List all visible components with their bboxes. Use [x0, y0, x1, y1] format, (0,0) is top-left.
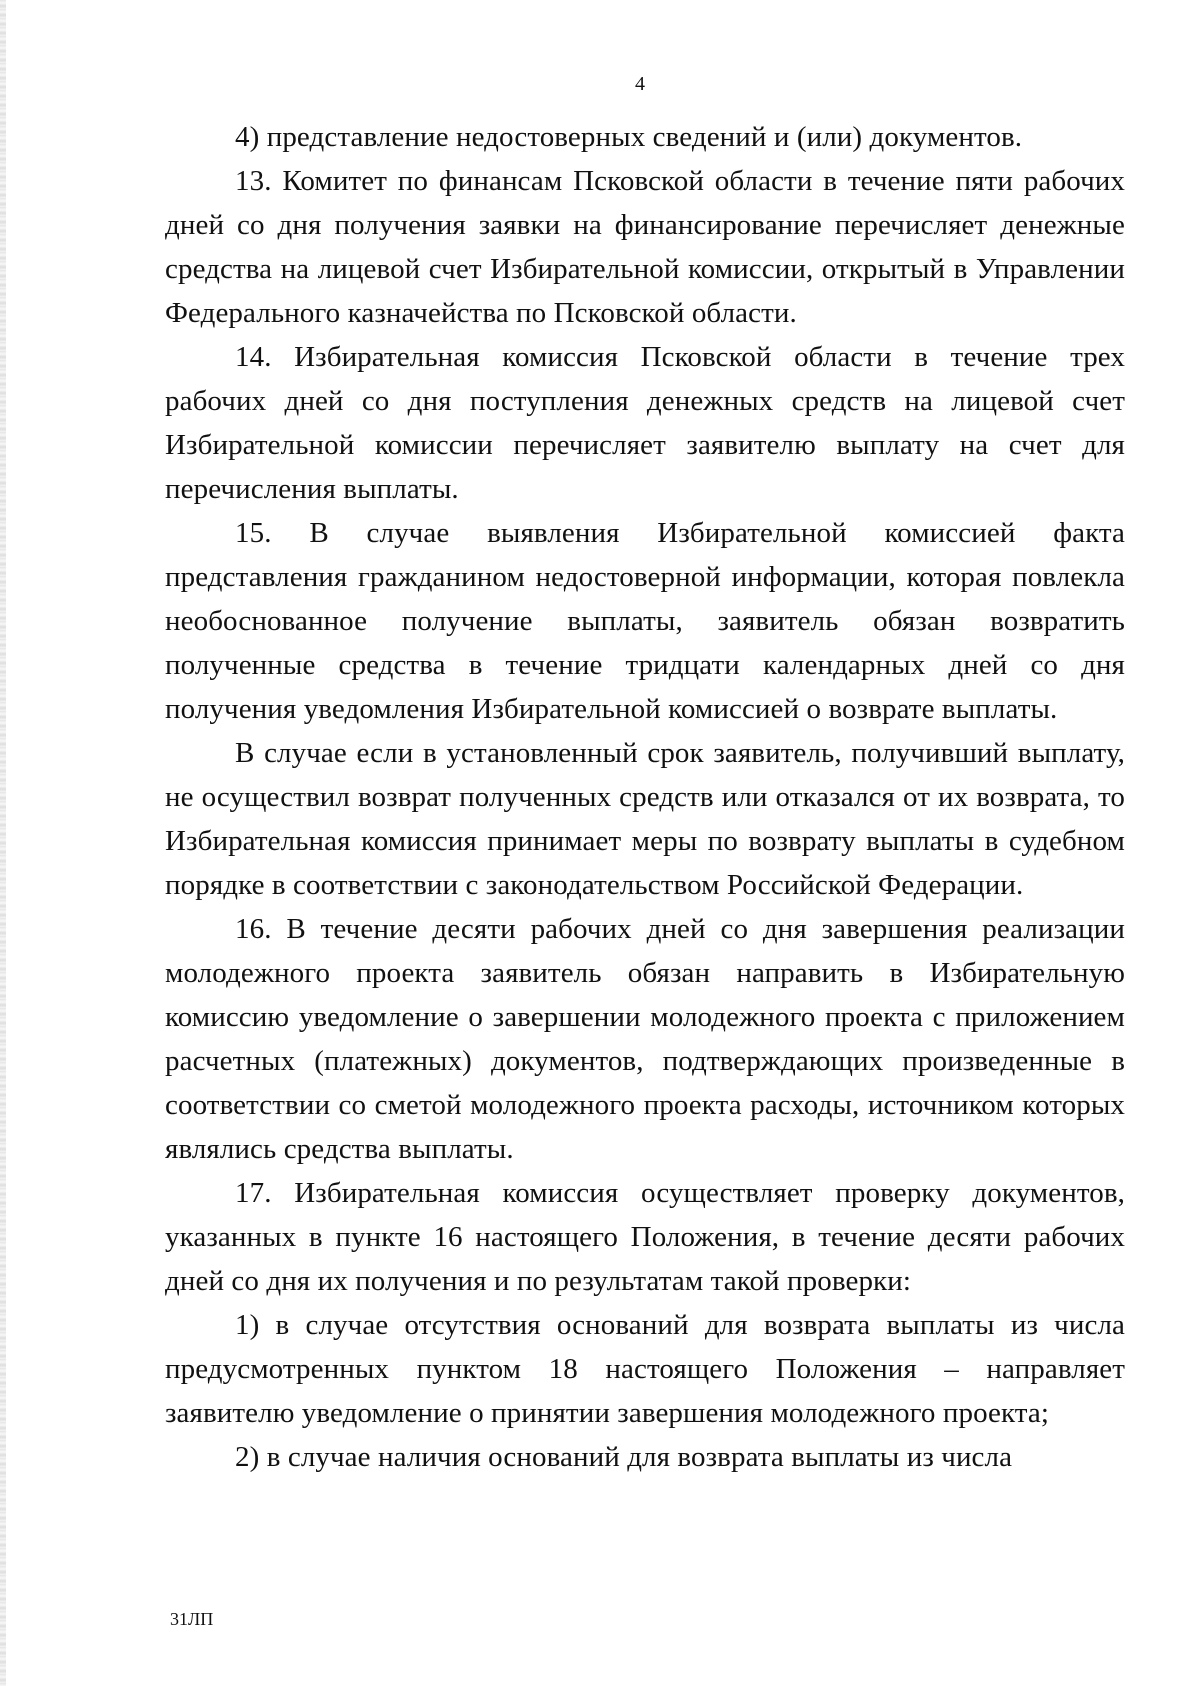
paragraph-17-item-2: 2) в случае наличия оснований для возврата выплаты из числа	[235, 1441, 1013, 1473]
footer-document-code: 31ЛП	[170, 1609, 214, 1629]
paragraph-13: 13. Комитет по финансам Псковской области в течение пяти рабочих дней со дня получения заявки на финансирование перечисляет денежные средства на лицевой счет Избирательной комиссии, открытый в Управлении Федерального казначейства по Псковской области.	[165, 165, 1125, 329]
paragraph-16: 16. В течение десяти рабочих дней со дня завершения реализации молодежного проекта заявитель обязан направить в Избирательную комиссию уведомление о завершении молодежного проекта с приложением расчетных (платежных) документов, подтверждающих произведенные в соответствии со сметой молодежного проекта расходы, источником которых являлись средства выплаты.	[165, 913, 1125, 1165]
scan-edge	[0, 0, 6, 1686]
paragraph-17-item-1: 1) в случае отсутствия оснований для возврата выплаты из числа предусмотренных пунктом 18 настоящего Положения – направляет заявителю уведомление о принятии завершения молодежного проекта;	[165, 1309, 1125, 1429]
paragraph-17: 17. Избирательная комиссия осуществляет проверку документов, указанных в пункте 16 настоящего Положения, в течение десяти рабочих дней со дня их получения и по результатам такой проверки:	[165, 1177, 1125, 1297]
paragraph-15: 15. В случае выявления Избирательной комиссией факта представления гражданином недостоверной информации, которая повлекла необоснованное получение выплаты, заявитель обязан возвратить полученные средства в течение тридцати календарных дней со дня получения уведомления Избирательной комиссией о возврате выплаты.	[165, 517, 1125, 725]
paragraph-15-continuation: В случае если в установленный срок заявитель, получивший выплату, не осуществил возврат полученных средств или отказался от их возврата, то Избирательная комиссия принимает меры по возврату выплаты в судебном порядке в соответствии с законодательством Российской Федерации.	[165, 737, 1125, 901]
paragraph-item-4: 4) представление недостоверных сведений и (или) документов.	[235, 121, 1023, 153]
page-number: 4	[635, 73, 645, 95]
paragraph-14: 14. Избирательная комиссия Псковской области в течение трех рабочих дней со дня поступления денежных средств на лицевой счет Избирательной комиссии перечисляет заявителю выплату на счет для перечисления выплаты.	[165, 341, 1125, 505]
document-body	[165, 115, 1125, 1479]
